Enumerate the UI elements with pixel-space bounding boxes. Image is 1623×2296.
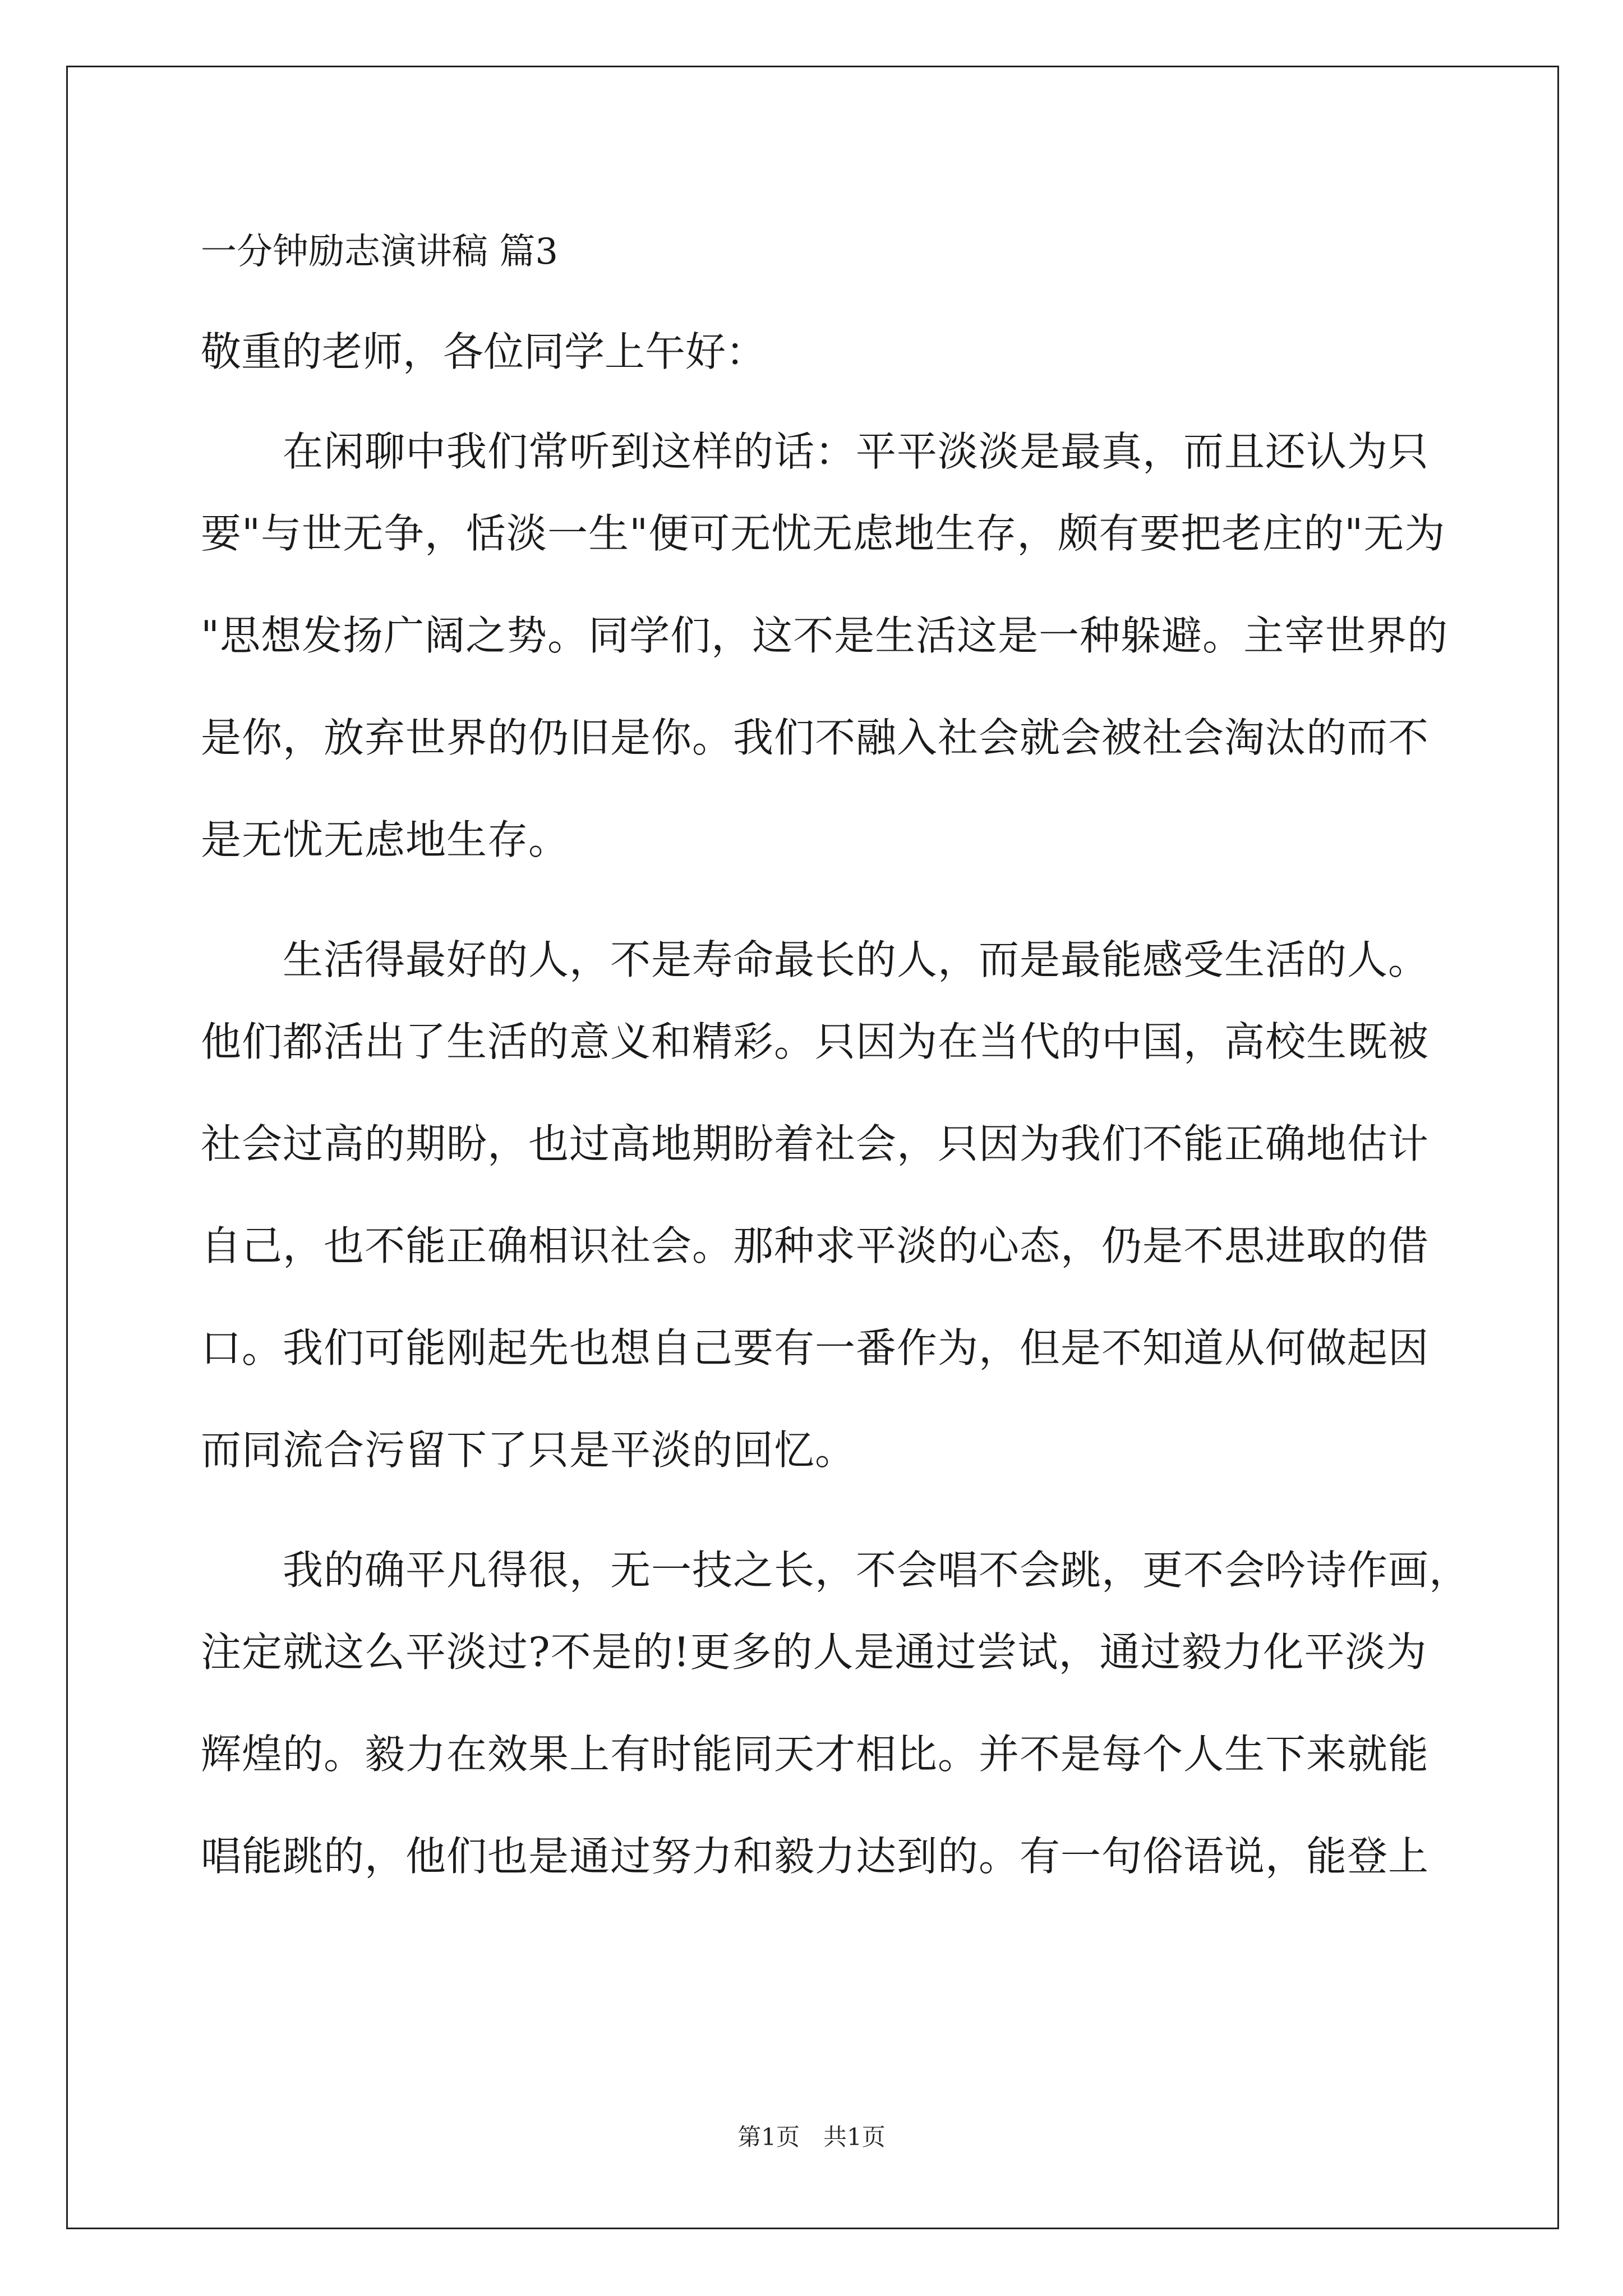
paragraph-line: 自己，也不能正确相识社会。那种求平淡的心态，仍是不思进取的借 <box>201 1222 1430 1269</box>
paragraph-line: 口。我们可能刚起先也想自己要有一番作为，但是不知道从何做起因 <box>201 1324 1430 1372</box>
greeting-line: 敬重的老师，各位同学上午好： <box>201 328 767 375</box>
page-footer: 第1页 共1页 <box>737 2123 886 2151</box>
paragraph-line: 他们都活出了生活的意义和精彩。只因为在当代的中国，高校生既被 <box>201 1018 1430 1065</box>
paragraph-line: 要"与世无争，恬淡一生"便可无忧无虑地生存，颇有要把老庄的"无为 <box>201 510 1446 557</box>
paragraphs <box>201 421 1470 1907</box>
paragraph <box>201 929 1435 1501</box>
document-body <box>201 221 1470 1945</box>
paragraph <box>201 421 1449 891</box>
paragraph-line: 在闲聊中我们常听到这样的话：平平淡淡是最真，而且还认为只 <box>201 428 1430 475</box>
paragraph-line: 社会过高的期盼，也过高地期盼着社会，只因为我们不能正确地估计 <box>201 1120 1430 1167</box>
paragraph-line: 是你，放弃世界的仍旧是你。我们不融入社会就会被社会淘汰的而不 <box>201 714 1430 761</box>
document-title: 一分钟励志演讲稿 篇3 <box>201 231 559 273</box>
paragraph-line: 生活得最好的人，不是寿命最长的人，而是最能感受生活的人。 <box>201 936 1430 983</box>
paragraph-line: "思想发扬广阔之势。同学们，这不是生活这是一种躲避。主宰世界的 <box>201 612 1449 659</box>
paragraph-line: 辉煌的。毅力在效果上有时能同天才相比。并不是每个人生下来就能 <box>201 1731 1430 1778</box>
paragraph-line: 而同流合污留下了只是平淡的回忆。 <box>201 1427 856 1474</box>
paragraph-line: 注定就这么平淡过?不是的!更多的人是通过尝试，通过毅力化平淡为 <box>201 1628 1427 1676</box>
paragraph-line: 我的确平凡得很，无一技之长，不会唱不会跳，更不会吟诗作画， <box>201 1547 1470 1594</box>
paragraph-line: 是无忧无虑地生存。 <box>201 816 570 863</box>
paragraph <box>201 1539 1470 1907</box>
paragraph-line: 唱能跳的，他们也是通过努力和毅力达到的。有一句俗语说，能登上 <box>201 1833 1430 1880</box>
